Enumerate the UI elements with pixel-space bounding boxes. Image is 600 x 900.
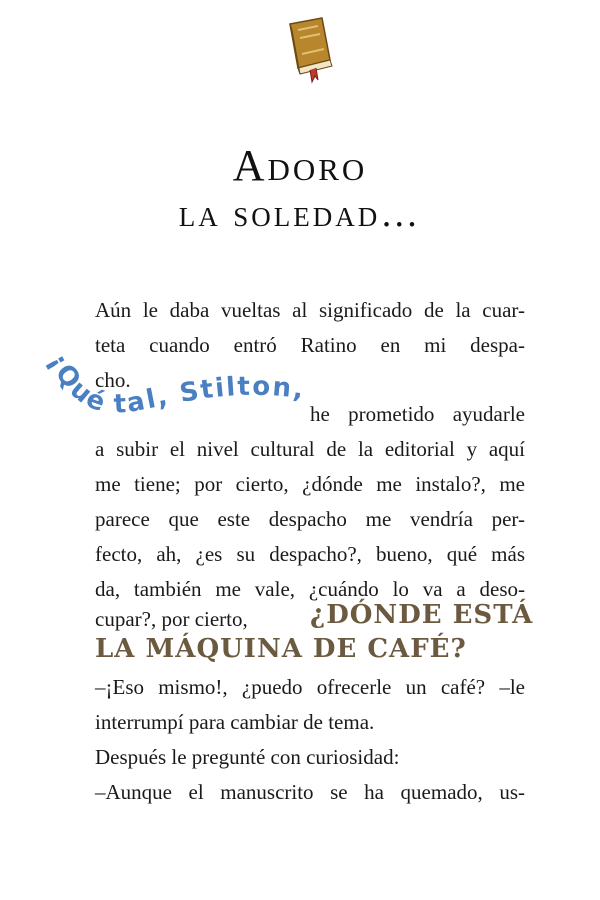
emphasis-phrase: ¿DÓNDE ESTÁ: [310, 600, 534, 630]
text-line: a subir el nivel cultural de la editorial y aquí: [95, 437, 525, 461]
text-line: Después le pregunté con curiosidad:: [95, 745, 400, 769]
emphasis-phrase: LA MÁQUINA DE CAFÉ?: [95, 634, 467, 664]
text-line: cupar?, por cierto,: [95, 607, 248, 631]
text-line: me tiene; por cierto, ¿dónde me instalo?, me: [95, 472, 525, 496]
svg-text:¡Qué tal, Stilton,: [42, 349, 307, 420]
text-line: –Aunque el manuscrito se ha quemado, us-: [95, 780, 525, 804]
callout-phrase: [40, 340, 310, 430]
text-line: parece que este despacho me vendría per-: [95, 507, 525, 531]
callout-text: ¡Qué tal, Stilton,: [41, 348, 308, 420]
text-line: fecto, ah, ¿es su despacho?, bueno, qué más: [95, 542, 525, 566]
page-subtitle: la soledad…: [178, 193, 422, 235]
text-line: he prometido ayudarle: [310, 402, 525, 426]
book-icon: [280, 14, 340, 84]
text-line: interrumpí para cambiar de tema.: [95, 710, 375, 734]
text-line: cho.: [95, 368, 131, 392]
text-line: da, también me vale, ¿cuándo lo va a deso-: [95, 577, 525, 601]
text-line: –¡Eso mismo!, ¿puedo ofrecerle un café? –le: [95, 675, 525, 699]
text-line: teta cuando entró Ratino en mi despa-: [95, 333, 525, 357]
text-line: Aún le daba vueltas al significado de la cuar-: [95, 298, 525, 322]
page-title: Adoro: [232, 141, 368, 190]
